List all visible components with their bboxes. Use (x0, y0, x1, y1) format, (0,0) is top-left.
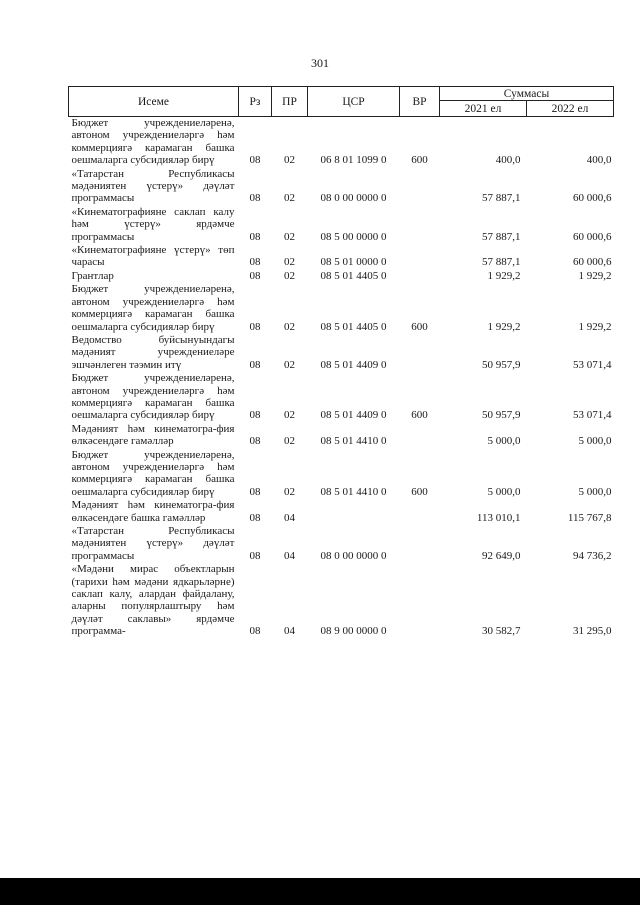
cell-csr (308, 499, 400, 525)
cell-rz: 08 (249, 511, 261, 524)
cell-sum-2021: 57 887,1 (482, 192, 521, 205)
cell-sum-2022: 5 000,0 (578, 435, 612, 448)
cell-csr: 08 5 01 4410 0 (320, 435, 387, 448)
cell-csr: 08 5 01 4405 0 (320, 269, 387, 282)
cell-csr: 08 9 00 0000 0 (320, 625, 387, 638)
cell-name: «Кинематографияне саклап калу һәм үстерү» ярдәмче программасы (71, 205, 235, 243)
scan-bottom-border (0, 878, 640, 905)
cell-name: Грантлар (71, 269, 114, 282)
cell-sum-2022: 60 000,6 (573, 192, 612, 205)
header-name: Исеме (69, 87, 239, 117)
cell-csr: 06 8 01 1099 0 (320, 154, 387, 167)
table-header (69, 87, 614, 117)
cell-rz: 08 (249, 435, 261, 448)
cell-csr: 08 0 00 0000 0 (320, 549, 387, 562)
cell-rz: 08 (249, 256, 261, 269)
cell-pr: 02 (284, 409, 295, 422)
cell-sum-2022: 5 000,0 (578, 485, 612, 498)
header-csr: ЦСР (308, 87, 400, 117)
cell-sum-2022: 400,0 (586, 154, 612, 167)
cell-pr: 02 (284, 269, 295, 282)
cell-vr: 600 (411, 485, 428, 498)
page-number: 301 (311, 56, 329, 70)
cell-sum-2021: 50 957,9 (482, 358, 521, 371)
cell-vr (400, 563, 440, 638)
cell-vr (400, 270, 440, 283)
table-row (69, 423, 614, 449)
budget-table-wrapper (68, 86, 613, 639)
cell-sum-2022: 60 000,6 (573, 230, 612, 243)
cell-vr (400, 525, 440, 563)
header-vr: ВР (400, 87, 440, 117)
table-row (69, 525, 614, 563)
header-year-2021: 2021 ел (440, 101, 527, 117)
table-row (69, 244, 614, 270)
cell-name: Бюджет учреждениеләренә, автоном учреждениеләргә һәм коммерциягә карамаган башка оешмаларга субсидияләр бирү (71, 117, 235, 167)
cell-csr: 08 5 01 4410 0 (320, 485, 387, 498)
cell-vr (400, 423, 440, 449)
cell-sum-2021: 30 582,7 (482, 625, 521, 638)
cell-pr: 04 (284, 549, 295, 562)
table-row (69, 168, 614, 206)
cell-vr: 600 (411, 409, 428, 422)
table-row (69, 499, 614, 525)
cell-pr: 02 (284, 230, 295, 243)
cell-pr: 02 (284, 358, 295, 371)
cell-rz: 08 (249, 230, 261, 243)
header-sums: Суммасы (440, 87, 614, 101)
cell-sum-2022: 60 000,6 (573, 256, 612, 269)
cell-pr: 02 (284, 256, 295, 269)
cell-sum-2021: 50 957,9 (482, 409, 521, 422)
cell-sum-2021: 5 000,0 (487, 485, 521, 498)
table-row (69, 449, 614, 500)
cell-name: «Татарстан Республикасы мәдәниятен үстерү» дәүләт программасы (71, 167, 235, 205)
cell-sum-2021: 92 649,0 (482, 549, 521, 562)
cell-pr: 02 (284, 320, 295, 333)
header-year-2022: 2022 ел (527, 101, 614, 117)
table-row (69, 117, 614, 168)
cell-vr: 600 (411, 154, 428, 167)
cell-pr: 02 (284, 192, 295, 205)
cell-name: Мәдәният һәм кинематогра-фия өлкәсендәге башка гамәлләр (71, 499, 235, 524)
cell-rz: 08 (249, 154, 261, 167)
budget-table (68, 86, 614, 639)
cell-name: Мәдәният һәм кинематогра-фия өлкәсендәге гамәлләр (71, 422, 235, 448)
cell-name: Ведомство буйсынуындагы мәдәният учреждениеләре эшчәнлеген тәэмин итү (71, 333, 235, 371)
cell-csr: 08 0 00 0000 0 (320, 192, 387, 205)
cell-sum-2022: 94 736,2 (573, 549, 612, 562)
cell-name: «Татарстан Республикасы мәдәниятен үстерү» дәүләт программасы (71, 525, 235, 562)
table-row (69, 283, 614, 334)
cell-rz: 08 (249, 358, 261, 371)
header-pr: ПР (272, 87, 308, 117)
cell-rz: 08 (249, 320, 261, 333)
cell-rz: 08 (249, 625, 261, 638)
cell-rz: 08 (249, 269, 261, 282)
cell-sum-2021: 57 887,1 (482, 230, 521, 243)
cell-csr: 08 5 01 4409 0 (320, 358, 387, 371)
cell-vr: 600 (411, 320, 428, 333)
cell-pr: 04 (284, 625, 295, 638)
cell-sum-2021: 57 887,1 (482, 256, 521, 269)
cell-name: Бюджет учреждениеләренә, автоном учреждениеләргә һәм коммерциягә карамаган башка оешмаларга субсидияләр бирү (71, 448, 235, 498)
cell-name: Бюджет учреждениеләренә, автоном учреждениеләргә һәм коммерциягә карамаган башка оешмаларга субсидияләр бирү (71, 283, 235, 333)
table-body (69, 117, 614, 639)
cell-sum-2021: 5 000,0 (487, 435, 521, 448)
cell-csr: 08 5 01 4409 0 (320, 409, 387, 422)
cell-vr (400, 334, 440, 372)
cell-pr: 02 (284, 485, 295, 498)
cell-csr: 08 5 00 0000 0 (320, 230, 387, 243)
table-row (69, 334, 614, 372)
table-row (69, 270, 614, 283)
table-row (69, 563, 614, 638)
cell-pr: 02 (284, 154, 295, 167)
cell-pr: 04 (284, 511, 295, 524)
cell-sum-2022: 53 071,4 (573, 358, 612, 371)
cell-name: Бюджет учреждениеләренә, автоном учреждениеләргә һәм коммерциягә карамаган башка оешмаларга субсидияләр бирү (71, 372, 235, 422)
cell-pr: 02 (284, 435, 295, 448)
cell-vr (400, 206, 440, 244)
cell-csr: 08 5 01 0000 0 (320, 256, 387, 269)
cell-sum-2021: 1 929,2 (487, 320, 521, 333)
cell-vr (400, 168, 440, 206)
cell-sum-2022: 115 767,8 (567, 511, 612, 524)
cell-sum-2021: 113 010,1 (476, 511, 521, 524)
cell-name: «Мәдәни мирас объектларын (тарихи һәм мәдәни ядкарьләрне) саклап калу, алардан файдалану, аларны популярлаштыру һәм дәүләт саклавы» ярдәмче программа- (71, 563, 235, 638)
header-rz: Рз (239, 87, 272, 117)
cell-vr (400, 499, 440, 525)
cell-sum-2022: 1 929,2 (578, 269, 612, 282)
cell-sum-2021: 1 929,2 (487, 269, 521, 282)
cell-sum-2022: 53 071,4 (573, 409, 612, 422)
cell-rz: 08 (249, 192, 261, 205)
cell-rz: 08 (249, 409, 261, 422)
cell-rz: 08 (249, 485, 261, 498)
cell-rz: 08 (249, 549, 261, 562)
table-row (69, 206, 614, 244)
cell-sum-2022: 31 295,0 (573, 625, 612, 638)
table-row (69, 372, 614, 423)
cell-sum-2021: 400,0 (495, 154, 521, 167)
cell-csr: 08 5 01 4405 0 (320, 320, 387, 333)
cell-sum-2022: 1 929,2 (578, 320, 612, 333)
cell-vr (400, 244, 440, 270)
cell-name: «Кинематографияне үстерү» төп чарасы (71, 244, 235, 269)
